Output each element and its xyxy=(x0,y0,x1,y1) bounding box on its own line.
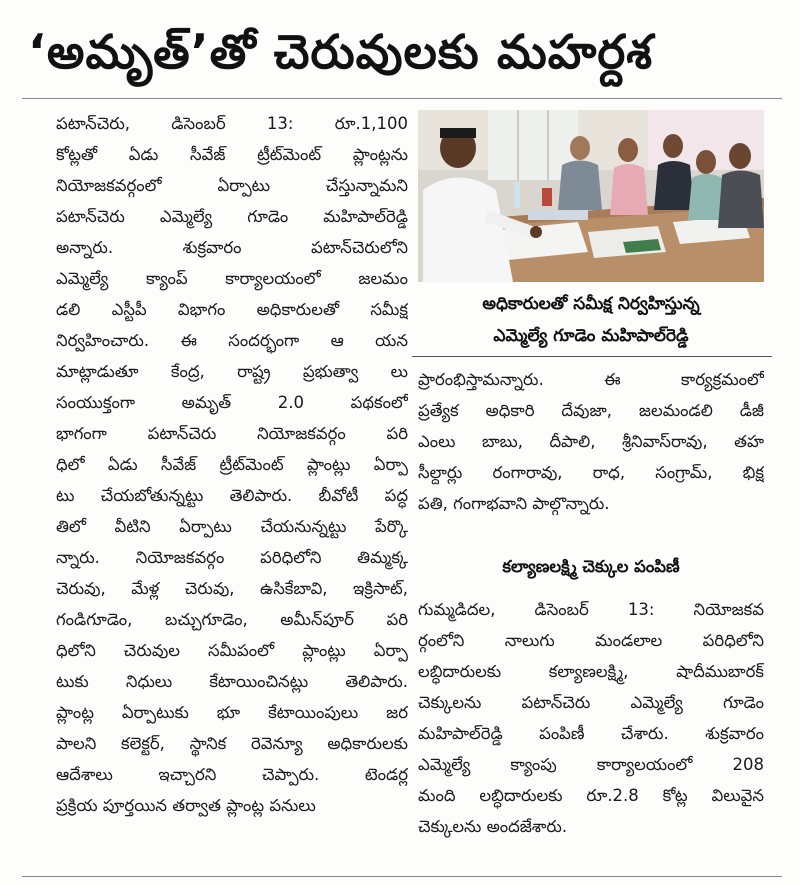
article-line: గుమ్మడిదల, డిసెంబర్ 13: నియోజకవ xyxy=(418,600,764,619)
headline: ‘అమృత్’తో చెరువులకు మహర్దశ xyxy=(28,25,654,80)
article-line: తిలో వీటిని ఏర్పాటు చేయనున్నట్టు పేర్కొ xyxy=(56,517,408,536)
article-line: పాలని కలెక్టర్, స్థానిక రెవెన్యూ అధికారులకు xyxy=(56,734,408,753)
article-line: గండిగూడెం, బచ్చుగూడెం, అమీన్‌పూర్ పరి xyxy=(56,610,408,629)
article-line: ప్రక్రియ పూర్తయిన తర్వాత ప్లాంట్ల పనులు xyxy=(56,796,316,815)
article-line: ప్రత్యేక అధికారి దేవుజా, జలమండలి డీజీ xyxy=(418,401,764,420)
article-line: ఎమ్మెల్యే క్యాంపు కార్యాలయంలో 208 xyxy=(418,755,764,774)
news-photo xyxy=(418,110,764,282)
article-line: నిర్వహించారు. ఈ సందర్భంగా ఆ యన xyxy=(56,331,408,350)
article-line: ధిలో ఏడు సీవేజ్ ట్రీట్‌మెంట్ ప్లాంట్లు ఏర్పా xyxy=(56,455,408,474)
article-line: ప్లాంట్ల ఏర్పాటుకు భూ కేటాయింపులు జర xyxy=(56,703,408,722)
article-line: ఎమ్మెల్యే క్యాంప్ కార్యాలయంలో జలమం xyxy=(56,269,408,288)
bottom-rule xyxy=(22,876,782,877)
article-line: ధిలోని చెరువుల సమీపంలో ప్లాంట్లు ఏర్పా xyxy=(56,641,408,660)
article-column-left xyxy=(56,108,408,821)
article-line: డలి ఎస్టీపీ విభాగం అధికారులతో సమీక్ష xyxy=(56,300,408,319)
article-line: పటాన్‌చెరు, డిసెంబర్ 13: రూ.1,100 xyxy=(56,114,408,133)
article-line: మాట్లాడుతూ కేంద్ర, రాష్ట్ర ప్రభుత్వా లు xyxy=(56,362,408,381)
article-line: చెక్కులను అందజేశారు. xyxy=(418,817,568,836)
article-line: ప్రారంభిస్తామన్నారు. ఈ కార్యక్రమంలో xyxy=(418,370,764,389)
article-line: చెక్కులను పటాన్‌చెరు ఎమ్మెల్యే గూడెం xyxy=(418,693,764,712)
article-line: భాగంగా పటాన్‌చెరు నియోజకవర్గం పరి xyxy=(56,424,408,443)
article-line: ఎంలు బాబు, దీపాలి, శ్రీనివాస్‌రావు, తహ xyxy=(418,432,764,451)
subheadline: కల్యాణలక్ష్మి చెక్కుల పంపిణీ xyxy=(502,557,680,576)
article-line: సీల్దార్లు రంగారావు, రాధ, సంగ్రామ్, భిక్ష xyxy=(418,463,764,482)
article-line: టుకు నిధులు కేటాయించినట్లు తెలిపారు. xyxy=(56,672,408,691)
headline-rule xyxy=(22,98,782,99)
article-line: సంయుక్తంగా అమృత్ 2.0 పథకంలో xyxy=(56,393,408,412)
article-line: ఆదేశాలు ఇచ్చారని చెప్పారు. టెండర్ల xyxy=(56,765,408,784)
article-line: మంది లబ్ధిదారులకు రూ.2.8 కోట్ల విలువైన xyxy=(418,786,764,805)
article-column-right-second xyxy=(418,594,764,842)
article-line: టు చేయబోతున్నట్టు తెలిపారు. బీవోటీ పద్ధ xyxy=(56,486,408,505)
article-line: న్నారు. నియోజకవర్గం పరిధిలోని తిమ్మక్క xyxy=(56,548,408,567)
caption-rule xyxy=(412,356,772,357)
article-line: అన్నారు. శుక్రవారం పటాన్‌చెరులోని xyxy=(56,238,408,257)
photo-caption-line: ఎమ్మెల్యే గూడెం మహిపాల్‌రెడ్డి xyxy=(493,326,689,346)
photo-caption-line: అధికారులతో సమీక్ష నిర్వహిస్తున్న xyxy=(482,294,700,314)
photo-caption xyxy=(418,288,764,352)
article-line: లబ్ధిదారులకు కల్యాణలక్ష్మి, షాదీముబారక్ xyxy=(418,662,764,681)
article-line: చెరువు, మేళ్ల చెరువు, ఉసికేబావి, ఇక్రిసాట్, xyxy=(56,579,408,598)
article-line: పతి, గంగాభవాని పాల్గొన్నారు. xyxy=(418,494,610,513)
article-column-right xyxy=(418,364,764,519)
article-line: మహిపాల్‌రెడ్డి పంపిణీ చేశారు. శుక్రవారం xyxy=(418,724,764,743)
article-line: ర్గంలోని నాలుగు మండలాల పరిధిలోని xyxy=(418,631,764,650)
article-line: కోట్లతో ఏడు సీవేజ్ ట్రీట్‌మెంట్ ప్లాంట్లను xyxy=(56,145,408,164)
article-line: నియోజకవర్గంలో ఏర్పాటు చేస్తున్నామని xyxy=(56,176,408,195)
article-line: పటాన్‌చెరు ఎమ్మెల్యే గూడెం మహిపాల్‌రెడ్డి xyxy=(56,207,408,226)
